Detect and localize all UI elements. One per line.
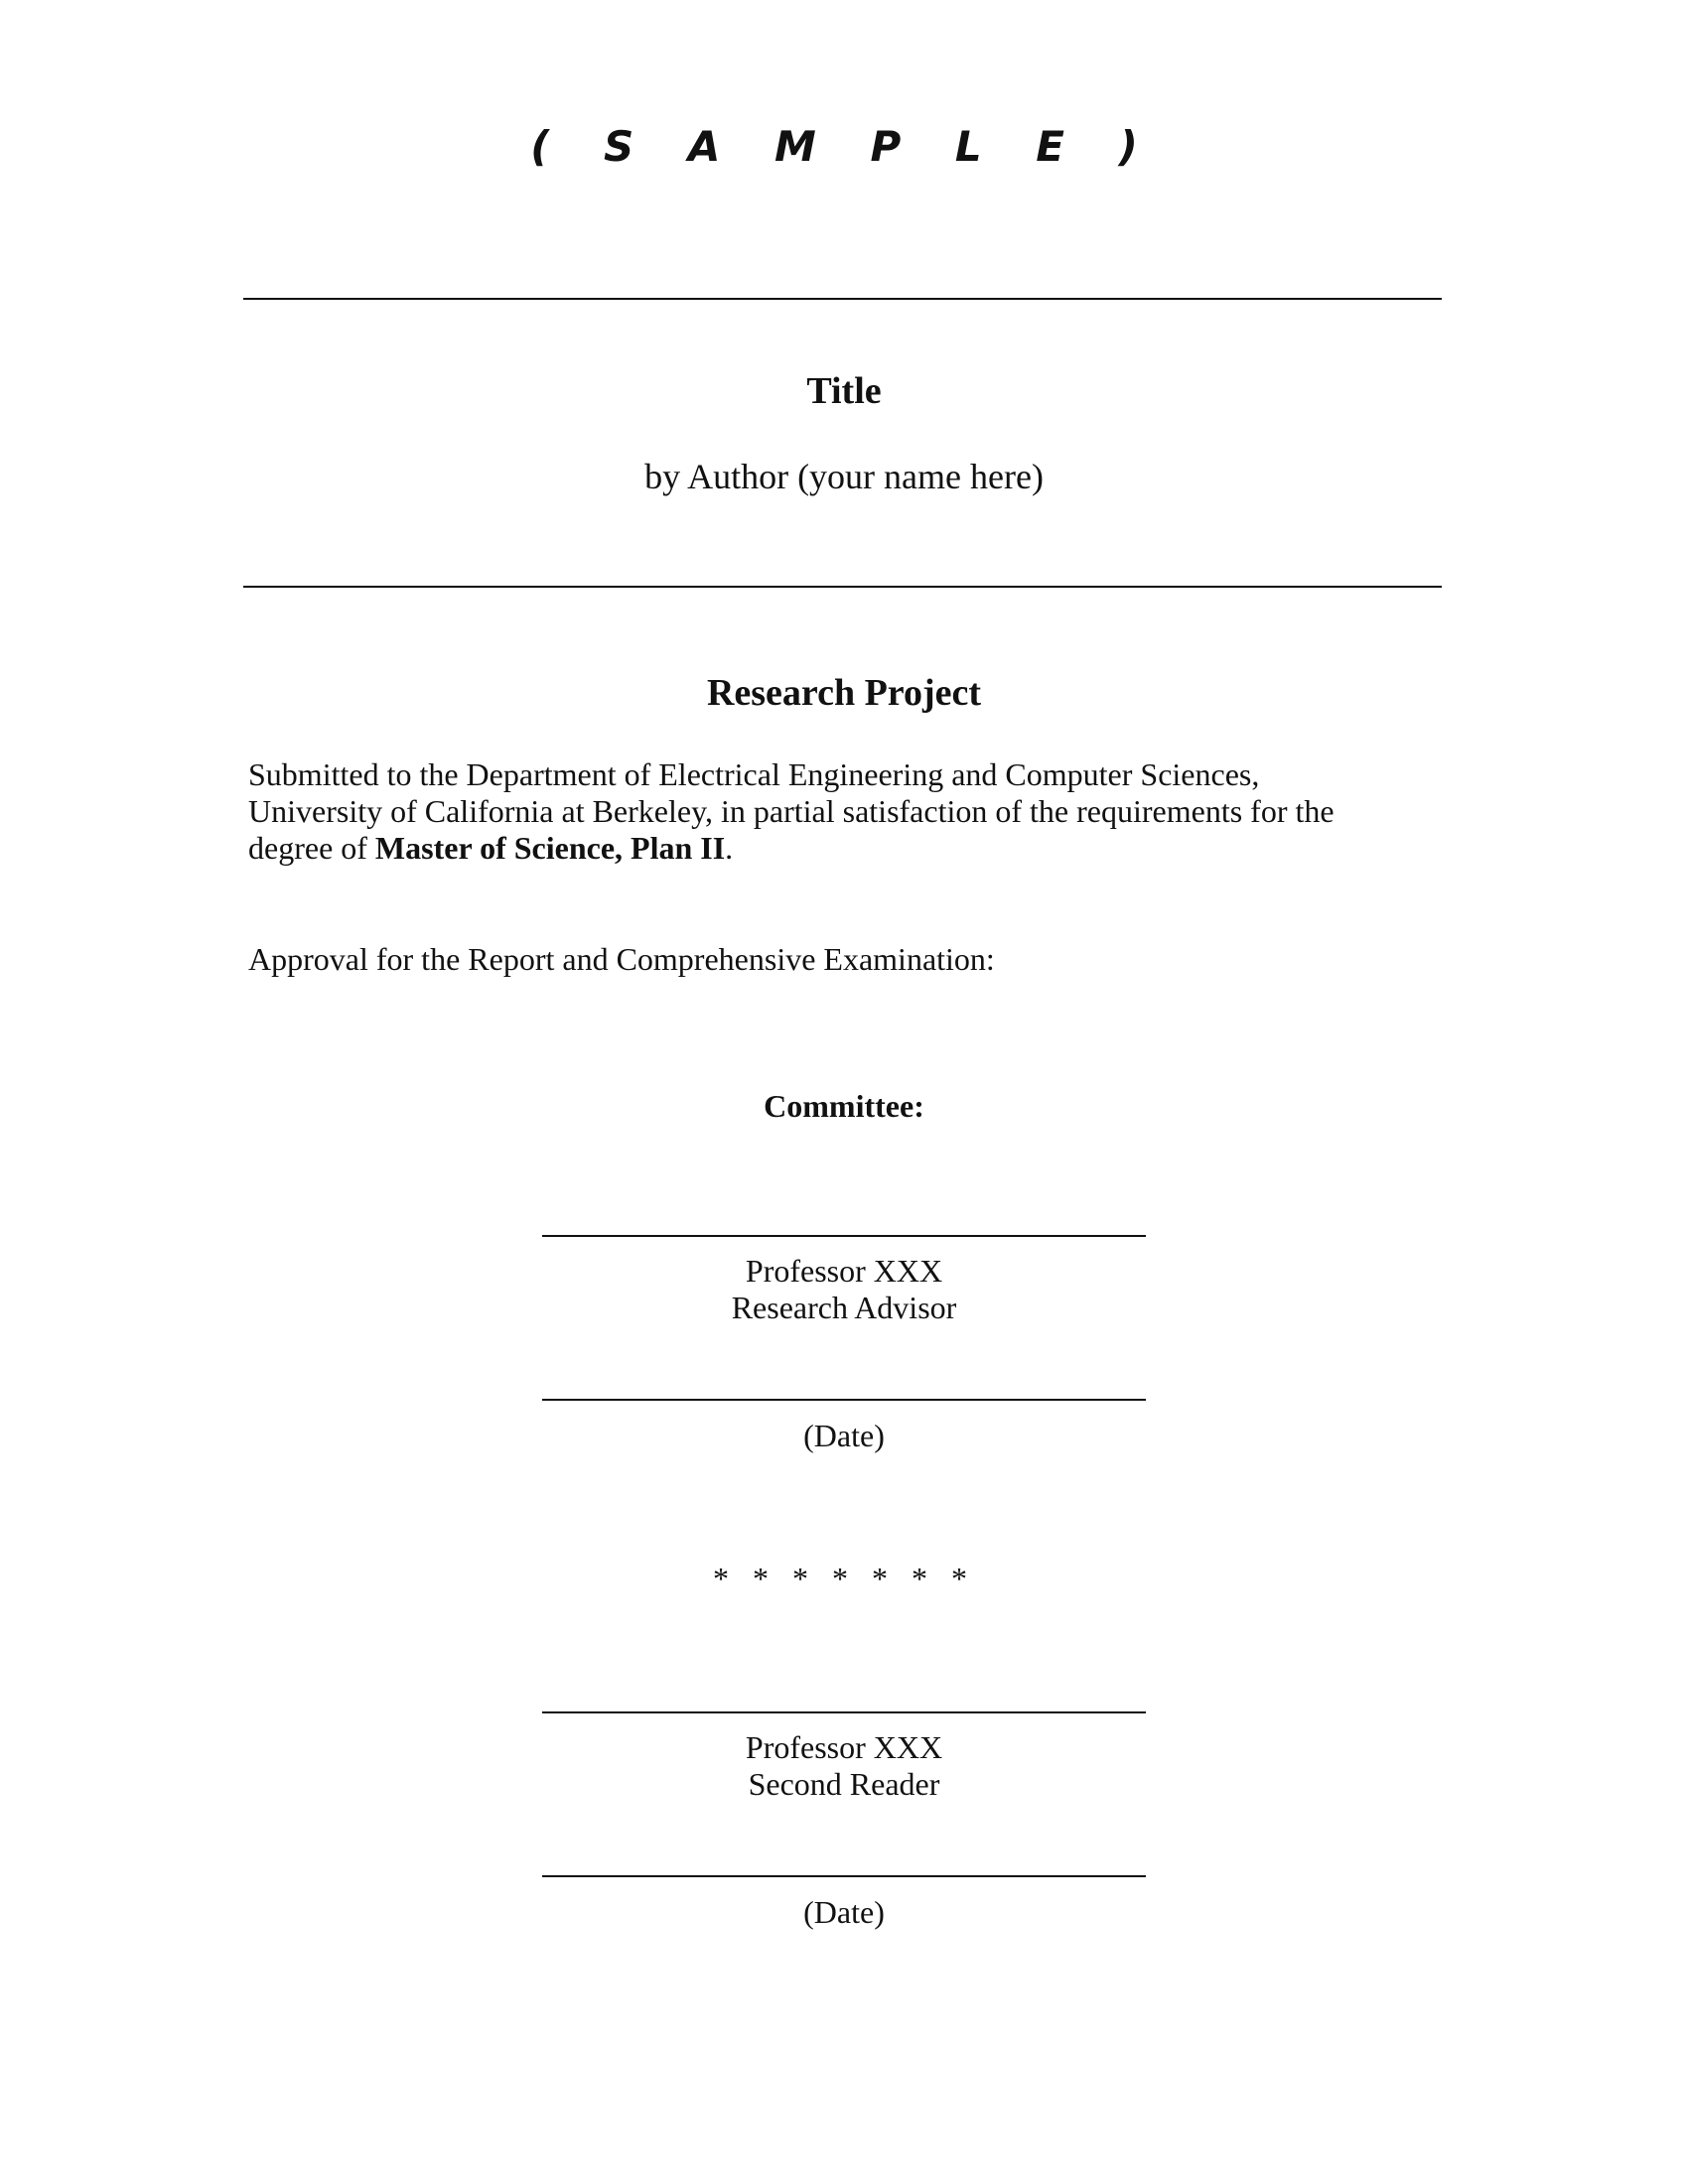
degree-name: Master of Science, Plan II	[374, 830, 726, 866]
submission-line-2: University of California at Berkeley, in partial satisfaction of the requirements for the	[248, 793, 1335, 829]
degree-prefix: degree of	[248, 830, 375, 866]
date-line-reader	[542, 1875, 1146, 1877]
degree-suffix: .	[725, 830, 734, 866]
advisor-role: Research Advisor	[731, 1290, 957, 1325]
section-separator: * * * * * * *	[713, 1561, 975, 1596]
committee-heading: Committee:	[764, 1088, 924, 1124]
sample-watermark: ( S A M P L E )	[530, 122, 1158, 171]
date-line-advisor	[542, 1399, 1146, 1401]
submission-statement	[248, 756, 1440, 867]
bottom-divider	[243, 586, 1442, 588]
reader-name: Professor XXX	[745, 1729, 943, 1765]
submission-line-1: Submitted to the Department of Electrical Engineering and Computer Sciences,	[248, 756, 1260, 792]
signature-line-advisor	[542, 1235, 1146, 1237]
author-line: by Author (your name here)	[644, 457, 1044, 496]
top-divider	[243, 298, 1442, 300]
research-project-heading: Research Project	[706, 672, 982, 714]
signature-line-reader	[542, 1711, 1146, 1713]
reader-date-label: (Date)	[803, 1894, 885, 1930]
submission-line-3	[248, 830, 1440, 867]
document-title: Title	[806, 370, 882, 412]
reader-role: Second Reader	[748, 1766, 940, 1802]
advisor-date-label: (Date)	[803, 1418, 885, 1453]
advisor-name: Professor XXX	[745, 1253, 943, 1289]
approval-statement: Approval for the Report and Comprehensive Examination:	[248, 941, 995, 977]
